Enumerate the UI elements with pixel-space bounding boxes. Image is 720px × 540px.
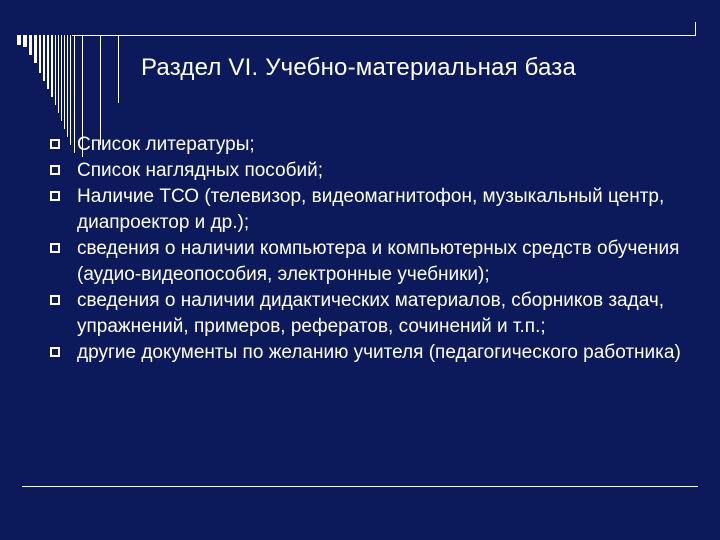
list-item-text: сведения о наличии компьютера и компьютерных средств обучения (аудио-видеопособия, электронные учебники); xyxy=(77,238,680,285)
list-item-text: Наличие ТСО (телевизор, видеомагнитофон, музыкальный центр, диапроектор и др.); xyxy=(77,186,665,233)
list-item-text: Список литературы; xyxy=(77,134,255,155)
list-item-text: сведения о наличии дидактических материалов, сборников задач, упражнений, примеров, рефератов, сочинений и т.п.; xyxy=(77,290,665,337)
hollow-square-icon xyxy=(50,139,60,149)
hollow-square-icon xyxy=(50,295,60,305)
list-item xyxy=(50,340,690,366)
bottom-divider xyxy=(22,486,698,487)
list-item xyxy=(50,184,690,236)
list-item xyxy=(50,132,690,158)
hollow-square-icon xyxy=(50,165,60,175)
list-item-text: другие документы по желанию учителя (педагогического работника) xyxy=(77,342,681,363)
list-item xyxy=(50,158,690,184)
list-item xyxy=(50,288,690,340)
list-item-text: Список наглядных пособий; xyxy=(77,160,323,181)
hollow-square-icon xyxy=(50,347,60,357)
hollow-square-icon xyxy=(50,191,60,201)
hollow-square-icon xyxy=(50,243,60,253)
list-item xyxy=(50,236,690,288)
slide-title: Раздел VI. Учебно-материальная база xyxy=(141,54,577,81)
bullet-list xyxy=(50,132,690,366)
